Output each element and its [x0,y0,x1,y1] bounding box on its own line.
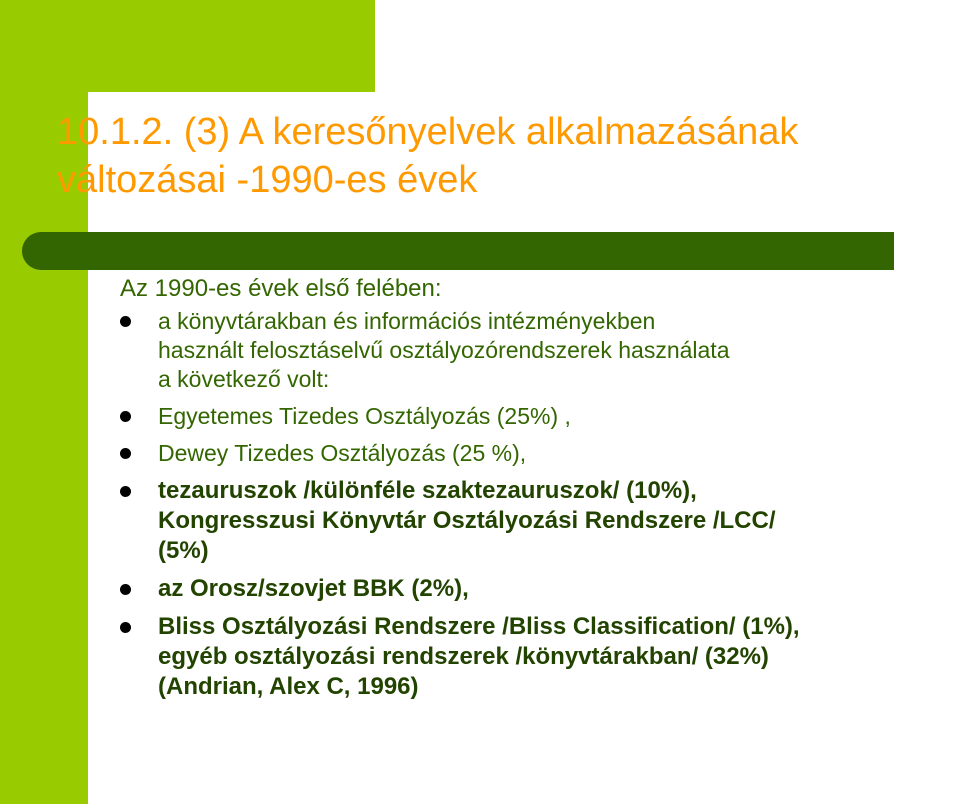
slide-title-line-2: változásai -1990-es évek [57,159,478,201]
bullet-list [120,307,950,702]
slide-content [120,274,950,710]
list-item-text: Bliss Osztályozási Rendszere /Bliss Classification/ (1%), egyéb osztályozási rendszerek /könyvtárakban/ (32%) (Andrian, Alex C, 1996) [158,613,800,700]
list-item-text: Dewey Tizedes Osztályozás (25 %), [158,440,527,466]
intro-text: Az 1990-es évek első felében: [120,275,442,302]
list-item [120,476,950,566]
list-item [120,439,950,468]
bullet-dot-icon [120,411,131,422]
list-item [120,612,950,702]
list-item [120,574,950,604]
slide-title-line-1: 10.1.2. (3) A keresőnyelvek alkalmazásának [57,111,799,153]
bullet-dot-icon [120,584,131,595]
list-item-text: Egyetemes Tizedes Osztályozás (25%) , [158,403,571,429]
list-item-text: az Orosz/szovjet BBK (2%), [158,575,469,602]
bullet-dot-icon [120,486,131,497]
bullet-dot-icon [120,622,131,633]
list-item [120,402,950,431]
slide-title [57,108,947,204]
bullet-dot-icon [120,316,131,327]
list-item-text: a könyvtárakban és információs intézményekben használt felosztáselvű osztályozórendszerek használata a következő volt: [158,308,730,392]
bullet-dot-icon [120,448,131,459]
title-divider-bar [22,232,894,270]
list-item [120,307,950,394]
list-item-text: tezauruszok /különféle szaktezauruszok/ (10%), Kongresszusi Könyvtár Osztályozási Rendszere /LCC/ (5%) [158,477,776,564]
green-top-block [0,0,375,92]
